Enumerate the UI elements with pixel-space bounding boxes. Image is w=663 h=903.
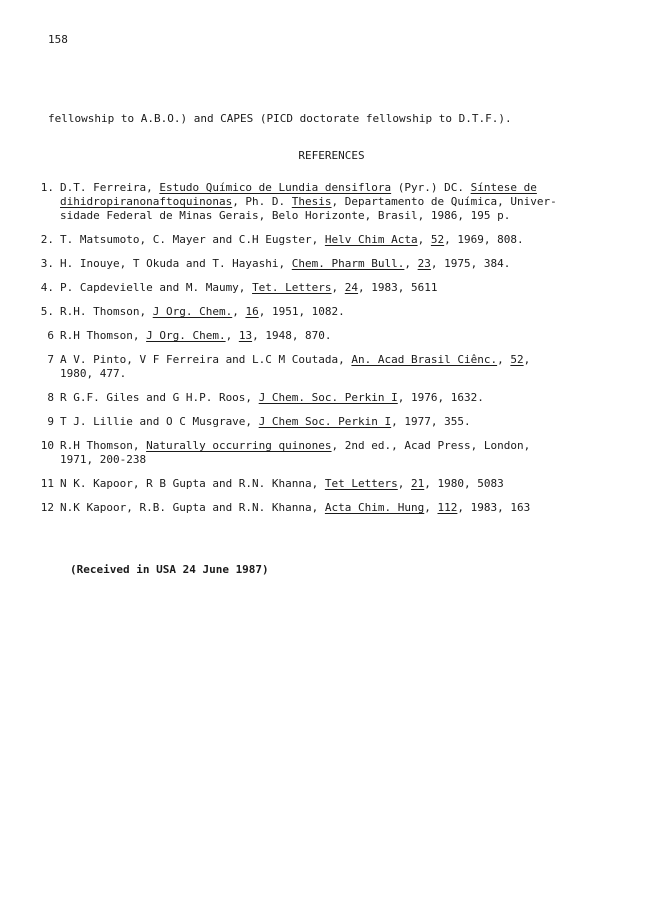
reference-underlined-segment: Tet. Letters	[252, 281, 332, 294]
reference-segment: N.K Kapoor, R.B. Gupta and R.N. Khanna,	[60, 501, 325, 514]
reference-underlined-segment: J Org. Chem.	[146, 329, 226, 342]
reference-number: 12	[40, 501, 54, 514]
reference-item	[30, 415, 610, 429]
reference-segment: , 1969, 808.	[444, 233, 524, 246]
reference-underlined-segment: Thesis	[291, 195, 332, 208]
reference-number: 1.	[40, 181, 54, 194]
reference-text	[60, 415, 610, 429]
reference-segment: ,	[397, 477, 412, 490]
reference-segment: ,	[232, 305, 246, 318]
reference-item	[30, 305, 610, 319]
reference-segment: , 1980, 5083	[424, 477, 504, 490]
reference-segment: N K. Kapoor, R B Gupta and R.N. Khanna,	[60, 477, 325, 490]
reference-underlined-segment: 16	[245, 305, 259, 318]
reference-underlined-segment: J Org. Chem.	[152, 305, 233, 318]
reference-number: 8	[47, 391, 54, 404]
reference-text	[60, 391, 610, 405]
reference-text	[60, 257, 610, 271]
reference-item	[30, 281, 610, 295]
reference-segment: , 1951, 1082.	[258, 305, 345, 318]
reference-number: 3.	[40, 257, 54, 270]
reference-text	[60, 181, 610, 223]
reference-segment: , 1980, 477.	[60, 353, 531, 380]
reference-underlined-segment: J Chem Soc. Perkin I	[258, 415, 392, 428]
reference-number: 2.	[40, 233, 54, 246]
reference-segment: P. Capdevielle and M. Maumy,	[60, 281, 253, 294]
reference-number: 4.	[40, 281, 54, 294]
reference-segment: R G.F. Giles and G H.P. Roos,	[60, 391, 259, 404]
reference-segment: , 1977, 355.	[391, 415, 471, 428]
reference-item	[30, 439, 610, 467]
reference-underlined-segment: Naturally occurring quinones	[146, 439, 332, 452]
reference-segment: ,	[417, 233, 431, 246]
received-date: (Received in USA 24 June 1987)	[70, 563, 269, 576]
reference-text	[60, 305, 610, 319]
reference-underlined-segment: 13	[238, 329, 253, 342]
reference-number: 9	[47, 415, 54, 428]
reference-segment: ,	[424, 501, 438, 514]
reference-underlined-segment: 23	[417, 257, 431, 270]
reference-text	[60, 281, 610, 295]
reference-item	[30, 391, 610, 405]
reference-segment: , 1976, 1632.	[397, 391, 484, 404]
intro-text: fellowship to A.B.O.) and CAPES (PICD doctorate fellowship to D.T.F.).	[48, 112, 512, 125]
reference-item	[30, 353, 610, 381]
reference-segment: R.H. Thomson,	[60, 305, 153, 318]
reference-segment: T. Matsumoto, C. Mayer and C.H Eugster,	[60, 233, 325, 246]
reference-segment: , Departamento de Química, Univer- sidade Federal de Minas Gerais, Belo Horizonte, Brasil, 1986, 195 p.	[60, 195, 557, 222]
reference-segment: T J. Lillie and O C Musgrave,	[60, 415, 259, 428]
reference-text	[60, 477, 610, 491]
reference-item	[30, 501, 610, 515]
reference-item	[30, 477, 610, 491]
reference-segment: A V. Pinto, V F Ferreira and L.C M Coutada,	[60, 353, 352, 366]
reference-segment: ,	[331, 281, 345, 294]
reference-segment: ,	[497, 353, 511, 366]
reference-segment: , 1948, 870.	[252, 329, 332, 342]
reference-item	[30, 329, 610, 343]
reference-segment: , 2nd ed., Acad Press, London, 1971, 200-238	[60, 439, 531, 466]
reference-underlined-segment: An. Acad Brasil Ciênc.	[351, 353, 498, 366]
reference-underlined-segment: Acta Chim. Hung	[324, 501, 425, 514]
reference-underlined-segment: Helv Chim Acta	[324, 233, 418, 246]
reference-underlined-segment: 24	[344, 281, 359, 294]
reference-underlined-segment: 52	[430, 233, 445, 246]
reference-segment: , 1983, 5611	[358, 281, 438, 294]
reference-segment: ,	[404, 257, 418, 270]
reference-segment: R.H Thomson,	[60, 439, 147, 452]
reference-segment: ,	[225, 329, 239, 342]
reference-underlined-segment: J Chem. Soc. Perkin I	[258, 391, 398, 404]
page-number: 158	[48, 33, 68, 46]
reference-segment: H. Inouye, T Okuda and T. Hayashi,	[60, 257, 292, 270]
reference-underlined-segment: 21	[411, 477, 425, 490]
reference-text	[60, 439, 610, 467]
reference-underlined-segment: Tet Letters	[324, 477, 398, 490]
reference-number: 11	[40, 477, 54, 490]
reference-number: 7	[47, 353, 54, 366]
reference-item	[30, 181, 610, 223]
reference-item	[30, 233, 610, 247]
reference-number: 5.	[40, 305, 54, 318]
reference-text	[60, 329, 610, 343]
reference-underlined-segment: 112	[437, 501, 458, 514]
reference-underlined-segment: Estudo Químico de Lundia densiflora	[159, 181, 392, 194]
reference-segment: , 1975, 384.	[430, 257, 511, 270]
references-heading: REFERENCES	[298, 149, 365, 162]
reference-text	[60, 501, 610, 515]
reference-segment: , 1983, 163	[457, 501, 531, 514]
reference-underlined-segment: Chem. Pharm Bull.	[291, 257, 405, 270]
reference-list	[30, 181, 610, 525]
reference-segment: (Pyr.) DC.	[391, 181, 471, 194]
reference-number: 6	[47, 329, 54, 342]
reference-text	[60, 353, 610, 381]
reference-item	[30, 257, 610, 271]
reference-segment: , Ph. D.	[232, 195, 292, 208]
reference-number: 10	[40, 439, 54, 452]
reference-segment: D.T. Ferreira,	[60, 181, 160, 194]
reference-text	[60, 233, 610, 247]
reference-underlined-segment: Síntese de dihidropiranonaftoquinonas	[60, 181, 537, 208]
reference-underlined-segment: 52	[510, 353, 524, 366]
reference-segment: R.H Thomson,	[60, 329, 147, 342]
